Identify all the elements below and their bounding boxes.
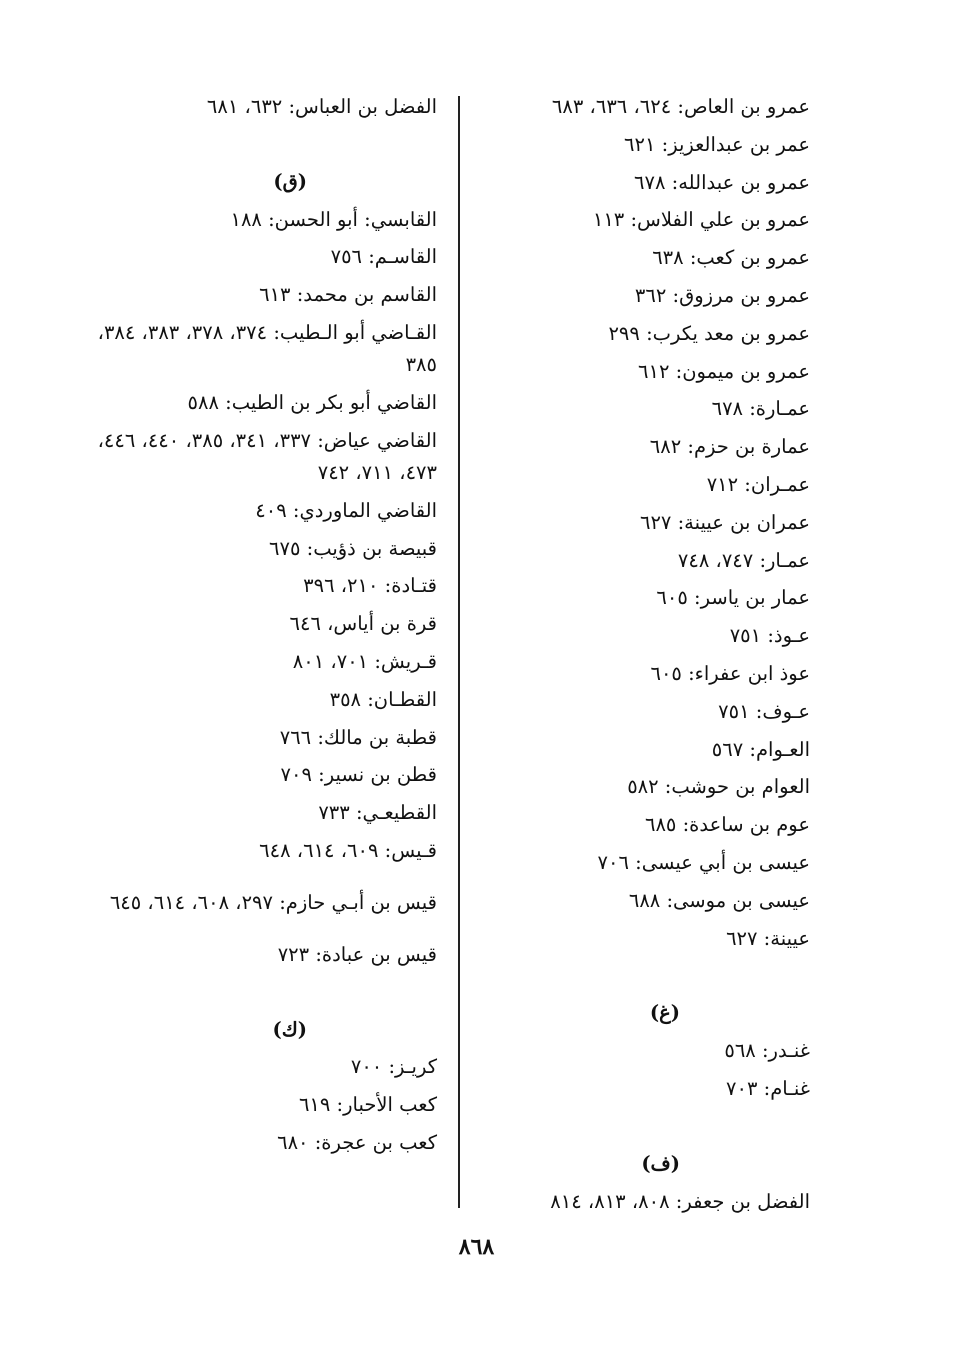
index-entry: عمرو بن علي الفلاس: ١١٣ [592, 208, 810, 232]
section-gap [480, 1108, 810, 1145]
index-entry: عمـار: ٧٤٧، ٧٤٨ [677, 548, 810, 572]
index-entry: عمار بن ياسر: ٦٠٥ [656, 586, 810, 610]
index-entry: قطن بن نسير: ٧٠٩ [280, 763, 437, 787]
index-entry: القاضي عياض: ٣٣٧، ٣٤١، ٣٨٥، ٤٤٠، ٤٤٦، ٤٧٣، ٧١١، ٧٤٢ [97, 428, 437, 484]
index-entry: القاسم بن محمد: ٦١٣ [259, 283, 437, 307]
index-entry: عمـران: ٧١٢ [706, 472, 810, 496]
index-entry: قتـادة: ٢١٠، ٣٩٦ [303, 574, 437, 598]
index-entry: قـيس: ٦٠٩، ٦١٤، ٦٤٨ [259, 838, 437, 862]
index-entry: عـوف: ٧٥١ [718, 699, 810, 723]
index-entry: عوذ ابن عفراء: ٦٠٥ [650, 661, 810, 685]
index-entry: العـوام: ٥٦٧ [711, 737, 810, 761]
index-entry: عمرو بن مرزوق: ٣٦٢ [634, 283, 810, 307]
index-entry: عمـارة: ٦٧٨ [711, 397, 810, 421]
index-entry: عوم بن ساعدة: ٦٨٥ [644, 813, 810, 837]
section-gap [92, 126, 437, 163]
index-entry: الفضل بن العباس: ٦٣٢، ٦٨١ [206, 95, 437, 118]
section-heading-ghain: (غ) [649, 1001, 680, 1025]
index-entry: كعب بن عجرة: ٦٨٠ [277, 1130, 437, 1154]
index-entry: قطبة بن مالك: ٧٦٦ [279, 725, 437, 749]
index-entry: عمرو بن ميمون: ٦١٢ [638, 359, 810, 383]
index-entry: قـريش: ٧٠١، ٨٠١ [292, 649, 437, 673]
index-entry: كريـز: ٧٠٠ [350, 1055, 437, 1079]
index-entry: قيس بن أبـي حازم: ٢٩٧، ٦٠٨، ٦١٤، ٦٤٥ [109, 890, 437, 914]
index-entry: عمرو بن العاص: ٦٢٤، ٦٣٦، ٦٨٣ [551, 95, 810, 118]
index-entry: عيسى بن موسى: ٦٨٨ [628, 888, 810, 912]
index-entry: عمرو بن عبدالله: ٦٧٨ [634, 170, 810, 194]
index-column-right [480, 88, 810, 1220]
index-entry: القاسـم: ٧٥٦ [330, 245, 437, 269]
index-entry: الفضل بن جعفر: ٨٠٨، ٨١٣، ٨١٤ [550, 1189, 810, 1213]
index-entry: قيس بن عبادة: ٧٢٣ [277, 942, 437, 966]
section-heading-kaf: (ك) [272, 1017, 307, 1041]
index-entry: القطيعـي: ٧٣٣ [318, 801, 437, 825]
index-entry: عمرو بن كعب: ٦٣٨ [652, 246, 810, 270]
index-entry: عيينة: ٦٢٧ [726, 926, 810, 950]
column-divider [458, 96, 460, 1208]
index-entry: كعب الأحبار: ٦١٩ [298, 1093, 437, 1117]
index-entry: قرة بن أياس، ٦٤٦ [289, 612, 437, 636]
section-gap [480, 957, 810, 994]
index-entry: عمران بن عيينة: ٦٢٧ [639, 510, 810, 534]
index-entry: عمرو بن معد يكرب: ٢٩٩ [608, 321, 810, 345]
index-entry: القاضي أبو بكر بن الطيب: ٥٨٨ [187, 390, 437, 414]
section-gap [92, 922, 437, 936]
section-heading-qaf: (ق) [273, 169, 307, 193]
index-entry: عمر بن عبدالعزيز: ٦٢١ [624, 132, 810, 156]
index-entry: غنـام: ٧٠٣ [726, 1076, 810, 1100]
index-entry: العوام بن حوشب: ٥٨٢ [627, 775, 810, 799]
section-gap [92, 870, 437, 884]
index-entry: عـوذ: ٧٥١ [729, 624, 810, 648]
index-entry: القطـان: ٣٥٨ [329, 687, 437, 711]
index-column-left [92, 88, 437, 1162]
index-entry: القابسي: أبو الحسن: ١٨٨ [230, 207, 437, 231]
index-entry: القـاضي أبو الـطيب: ٣٧٤، ٣٧٨، ٣٨٣، ٣٨٤، ٣٨٥ [97, 320, 437, 376]
index-entry: عمارة بن حزم: ٦٨٢ [649, 435, 810, 459]
section-heading-fa: (ف) [641, 1151, 680, 1175]
index-entry: غنـدر: ٥٦٨ [724, 1039, 810, 1063]
section-gap [92, 974, 437, 1011]
index-entry: القاضي الماوردي: ٤٠٩ [255, 498, 437, 522]
index-entry: قبيصة بن ذؤيب: ٦٧٥ [269, 536, 437, 560]
index-entry: عيسى بن أبي عيسى: ٧٠٦ [597, 850, 810, 874]
page-number: ٨٦٨ [458, 1234, 495, 1260]
